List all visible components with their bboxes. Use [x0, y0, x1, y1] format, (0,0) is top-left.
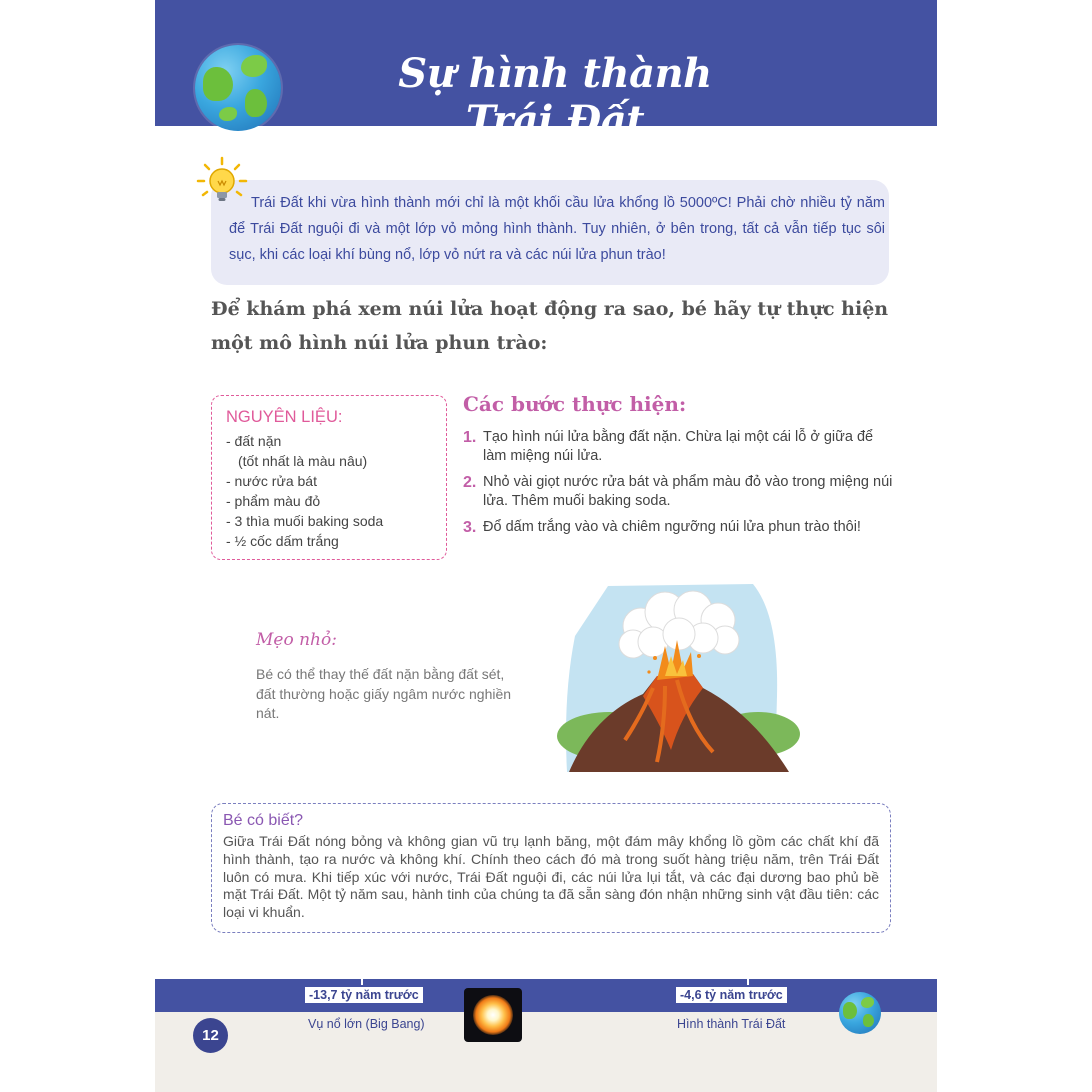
did-you-know-text: Giữa Trái Đất nóng bỏng và không gian vũ trụ lạnh băng, một đám mây khổng lồ gồm các chất khí đã hình thành, tạo ra nước và không khí. Chính theo cách đó mà trong suốt hàng triệu năm, trên Trái Đất luôn có mưa. Khi tiếp xúc với nước, Trái Đất nguội đi, các núi lửa lụi tắt, và các đại dương bao phủ bề mặt Trái Đất. Một tỷ năm sau, hành tinh của chúng ta đã sẵn sàng đón nhận những sinh vật đầu tiên: các loại vi khuẩn. [223, 833, 879, 921]
timeline-tick [747, 979, 749, 985]
timeline-event-label: Hình thành Trái Đất [677, 1017, 786, 1031]
step-number: 1. [463, 429, 477, 446]
step-text: Tạo hình núi lửa bằng đất nặn. Chừa lại một cái lỗ ở giữa để làm miệng núi lửa. [483, 429, 874, 464]
step-number: 2. [463, 474, 477, 491]
earth-globe-icon [195, 45, 281, 131]
book-page [155, 0, 937, 1092]
footer-base [155, 1012, 937, 1092]
step-number: 3. [463, 519, 477, 536]
materials-list [226, 431, 432, 551]
page-number: 12 [193, 1018, 228, 1053]
timeline-time-tag: -4,6 tỷ năm trước [676, 987, 787, 1003]
timeline-tick [361, 979, 363, 985]
tip-text: Bé có thể thay thế đất nặn bằng đất sét, đất thường hoặc giấy ngâm nước nghiền nát. [256, 666, 512, 721]
intro-text: Trái Đất khi vừa hình thành mới chỉ là một khối cầu lửa khổng lồ 5000ºC! Phải chờ nhiều tỷ năm để Trái Đất nguội đi và một lớp vỏ mỏng hình thành. Tuy nhiên, ở bên trong, tất cả vẫn tiếp tục sôi sục, khi các loại khí bùng nổ, lớp vỏ nứt ra và các núi lửa phun trào! [229, 195, 885, 263]
list-item: - đất nặn [226, 433, 282, 449]
did-you-know-box [211, 803, 891, 933]
earth-globe-icon [839, 992, 881, 1034]
tip-title: Mẹo nhỏ: [256, 630, 337, 650]
steps-title: Các bước thực hiện: [463, 392, 687, 416]
list-item: - nước rửa bát [226, 473, 317, 489]
volcano-illustration [553, 576, 810, 798]
list-item: - 3 thìa muối baking soda [226, 513, 384, 529]
step-item [463, 473, 893, 511]
big-bang-icon [464, 988, 522, 1042]
materials-title: NGUYÊN LIỆU: [226, 408, 343, 426]
steps-list [463, 428, 893, 544]
did-you-know-title: Bé có biết? [223, 812, 304, 829]
timeline-time-tag: -13,7 tỷ năm trước [305, 987, 423, 1003]
lead-paragraph: Để khám phá xem núi lửa hoạt động ra sao, bé hãy tự thực hiện một mô hình núi lửa phun trào: [211, 298, 889, 354]
materials-box [211, 395, 447, 560]
step-item [463, 428, 893, 466]
step-text: Nhỏ vài giọt nước rửa bát và phẩm màu đỏ vào trong miệng núi lửa. Thêm muối baking soda. [483, 474, 893, 509]
step-item [463, 518, 893, 537]
list-item: - ½ cốc dấm trắng [226, 533, 339, 549]
list-item: - phẩm màu đỏ [226, 493, 321, 509]
page-title: Sự hình thành Trái Đất [398, 50, 712, 144]
list-item: (tốt nhất là màu nâu) [238, 453, 368, 469]
timeline-event-label: Vụ nổ lớn (Big Bang) [308, 1017, 425, 1031]
timeline-band [155, 979, 937, 1012]
step-text: Đổ dấm trắng vào và chiêm ngưỡng núi lửa phun trào thôi! [483, 519, 861, 535]
